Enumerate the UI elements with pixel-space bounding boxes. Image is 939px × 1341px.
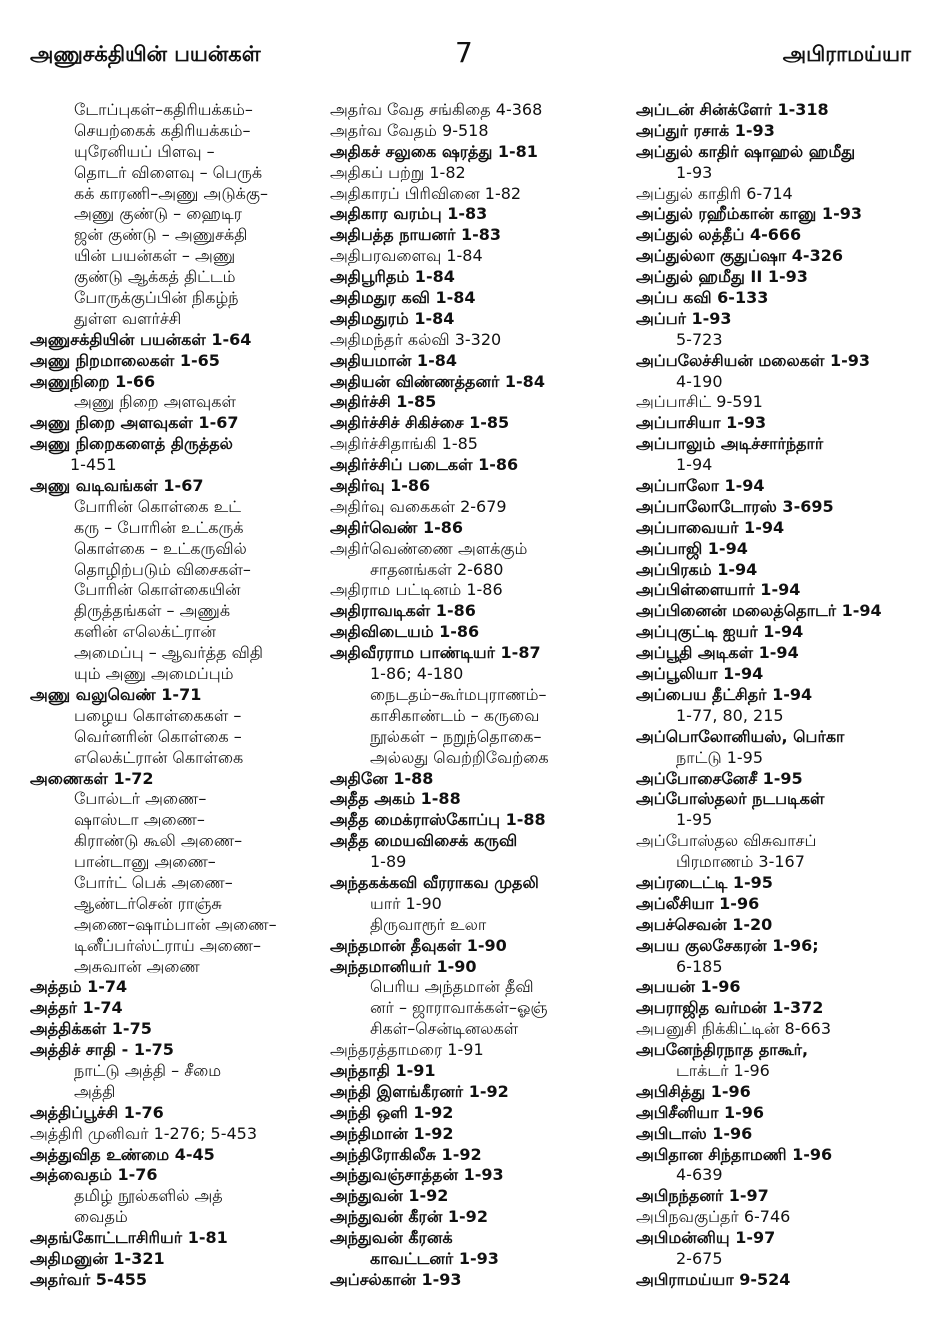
index-entry: அபிசித்து 1-96 [636,1081,751,1101]
index-subentry: ஷாஸ்டா அணை– [74,810,205,830]
index-subentry: அணு நிறை அளவுகள் [74,392,236,412]
index-subentry: டோப்புகள்–கதிரியக்கம்– [74,100,253,119]
index-subentry: கக் காரணி–அணு அடுக்கு– [74,183,268,203]
index-entry: அபிதான சிந்தாமணி 1-96 [636,1144,833,1164]
index-entry: அந்திமான் 1-92 [330,1123,454,1143]
index-entry: அதீத மைக்ராஸ்கோப்பு 1-88 [330,810,546,830]
index-entry: அப்பாஜி 1-94 [636,538,748,558]
page-number: 7 [455,36,473,69]
index-subentry: 6-185 [676,956,723,976]
index-subentry: அமைப்பு – ஆவர்த்த விதி [74,643,263,663]
index-subentry: அசுவான் அணை [74,956,200,976]
index-entry: அப்துல் காதிரி 6-714 [636,183,793,203]
index-entry: அணு நிறைகளைத் திருத்தல் [30,434,233,454]
index-entry: அந்திரோகிலீசு 1-92 [330,1144,482,1164]
index-subentry: அத்தி [74,1081,116,1101]
index-entry: அதிர்வெண்ணை அளக்கும் [330,538,528,558]
index-entry: அதிகாரப் பிரிவினை 1-82 [330,183,522,203]
header-right-title: அபிராமய்யா [782,42,911,66]
index-subentry: குண்டு ஆக்கத் திட்டம் [74,267,236,287]
index-subentry: யார் 1-90 [370,893,442,913]
index-entry: அபராஜித வர்மன் 1-372 [636,998,824,1018]
index-entry: அத்துவித உண்மை 4-45 [30,1144,215,1164]
index-entry: அதிர்ச்சிதாங்கி 1-85 [330,434,478,454]
index-entry: அத்திரி முனிவர் 1-276; 5-453 [30,1123,258,1143]
index-entry: அப்ப கவி 6-133 [636,288,769,308]
index-entry: அப்பாவையர் 1-94 [636,517,785,537]
index-entry: அப்துல் லத்தீப் 4-666 [636,225,802,245]
index-subentry: போரின் கொள்கையின் [74,580,241,600]
index-subentry: வெர்னரின் கொள்கை – [74,726,242,746]
index-subentry: 1-93 [676,162,713,182]
index-entry: அந்தமான் தீவுகள் 1-90 [330,935,507,955]
index-column-3 [636,100,936,1291]
index-subentry: டினீப்பர்ஸ்ட்ராய் அணை– [74,935,262,955]
index-entry: அணு நிறமாலைகள் 1-65 [30,350,220,370]
index-entry: அணு வடிவங்கள் 1-67 [30,476,204,496]
index-entry: அதிர்ச்சிச் சிகிச்சை 1-85 [330,413,510,433]
index-entry: அதிவீரராம பாண்டியர் 1-87 [330,643,541,663]
header-left-title: அணுசக்தியின் பயன்கள் [30,42,261,66]
index-subentry: போர்ட் பெக் அணை– [74,872,233,892]
index-entry: அப்துல் காதிர் ஷாஹல் ஹமீது [636,141,856,161]
index-entry: அந்துவன் கீரனக் [330,1228,453,1248]
index-entry: அப்துல் ஹமீது II 1-93 [636,267,808,287]
index-entry: அப்போஸ்தல விசுவாசப் [636,831,817,851]
index-entry: அப்ரடைட்டி 1-95 [636,872,773,892]
index-entry: அப்பிரகம் 1-94 [636,559,758,579]
index-entry: அந்துவஞ்சாத்தன் 1-93 [330,1165,504,1185]
index-subentry: சாதனங்கள் 2-680 [370,559,504,579]
index-entry: அத்திக்கள் 1-75 [30,1019,152,1039]
index-entry: அப்பாலும் அடிச்சார்ந்தார் [636,434,824,454]
index-entry: அப்பாலோ 1-94 [636,476,765,496]
index-column-2 [330,100,630,1291]
index-entry: அதிகப் பற்று 1-82 [330,162,466,182]
index-entry: அதிராம பட்டினம் 1-86 [330,580,503,600]
index-entry: அதிமதுரம் 1-84 [330,308,455,328]
index-entry: அதியமான் 1-84 [330,350,457,370]
index-subentry: கரு – போரின் உட்கருக் [74,517,244,537]
index-entry: அப்லீசியா 1-96 [636,893,760,913]
index-subentry: நூல்கள் – நறுந்தொகை– [370,726,542,746]
index-entry: அதிமனுன் 1-321 [30,1248,165,1268]
index-entry: அபனுசி நிக்கிட்டின் 8-663 [636,1019,832,1039]
index-subentry: 2-675 [676,1248,723,1268]
index-entry: அதியன் விண்ணத்தனர் 1-84 [330,371,545,391]
index-subentry: 4-190 [676,371,723,391]
index-entry: அதர்வர் 5-455 [30,1269,147,1289]
index-entry: அதிபத்த நாயனர் 1-83 [330,225,502,245]
index-entry: அந்தி ஒளி 1-92 [330,1102,454,1122]
index-entry: அணுசக்தியின் பயன்கள் 1-64 [30,329,252,349]
index-entry: அப்பினைன் மலைத்தொடர் 1-94 [636,601,882,621]
index-subentry: திருத்தங்கள் – அணுக் [74,601,231,621]
index-subentry: அல்லது வெற்றிவேற்கை [370,747,549,767]
index-entry: அதீத மையவிசைக் கருவி [330,831,518,851]
index-entry: அத்திப்பூச்சி 1-76 [30,1102,164,1122]
index-entry: அபிசீனியா 1-96 [636,1102,765,1122]
index-entry: அப்போஸ்தலர் நடபடிகள் [636,789,825,809]
index-entry: அந்தி இளங்கீரனர் 1-92 [330,1081,509,1101]
index-entry: அதர்வ வேதம் 9-518 [330,120,489,140]
index-subentry: யுரேனியப் பிளவு – [74,141,215,161]
index-subentry: நைடதம்–கூர்மபுராணம்– [370,684,547,704]
index-entry: அப்புகுட்டி ஐயர் 1-94 [636,622,804,642]
index-entry: அந்துவன் 1-92 [330,1186,449,1206]
index-entry: அப்துல்லா குதுப்ஷா 4-326 [636,246,843,266]
index-subentry: பழைய கொள்கைகள் – [74,705,242,725]
index-subentry: 5-723 [676,329,723,349]
index-entry: அப்பலேச்சியன் மலைகள் 1-93 [636,350,871,370]
index-subentry: தொழிற்படும் விசைகள்– [74,559,251,579]
index-entry: அதிர்வு 1-86 [330,476,431,496]
index-entry: அபனேந்திரநாத தாகூர், [636,1040,809,1060]
index-entry: அதர்வ வேத சங்கிதை 4-368 [330,100,543,119]
index-subentry: நாட்டு அத்தி – சீமை [74,1060,222,1080]
index-entry: அந்தமானியர் 1-90 [330,956,477,976]
index-subentry: திருவாரூர் உலா [370,914,487,934]
index-subentry: 1-77, 80, 215 [676,705,784,725]
index-subentry: அணு குண்டு – ஹைடிர [74,204,243,224]
index-entry: அதிகார வரம்பு 1-83 [330,204,488,224]
index-entry: அணைகள் 1-72 [30,768,154,788]
index-subentry: போருக்குப்பின் நிகழ்ந் [74,288,239,308]
index-entry: அதங்கோட்டாசிரியர் 1-81 [30,1228,228,1248]
index-entry: அபய குலசேகரன் 1-96; [636,935,819,955]
index-entry: அப்பூதி அடிகள் 1-94 [636,643,799,663]
index-entry: அதிர்ச்சி 1-85 [330,392,437,412]
index-subentry: சிகள்–சென்டினலகள் [370,1019,519,1039]
index-entry: அப்துல் ரஹீம்கான் கானு 1-93 [636,204,862,224]
index-entry: அபிராமய்யா 9-524 [636,1269,791,1289]
index-entry: அணு வலுவெண் 1-71 [30,684,202,704]
index-entry: அபயன் 1-96 [636,977,741,997]
index-subentry: பான்டானு அணை– [74,852,216,872]
index-subentry: 4-639 [676,1165,723,1185]
index-entry: அதிமந்தர் கல்வி 3-320 [330,329,502,349]
index-entry: அப்பொலோனியஸ், பெர்கா [636,726,845,746]
index-subentry: கிராண்டு கூலி அணை– [74,831,243,851]
index-entry: அத்வைதம் 1-76 [30,1165,158,1185]
index-entry: அப்பாசிட் 9-591 [636,392,763,412]
index-entry: அத்திச் சாதி - 1-75 [30,1040,174,1060]
index-entry: அதிர்ச்சிப் படைகள் 1-86 [330,455,519,475]
index-entry: அந்துவன் கீரன் 1-92 [330,1207,488,1227]
index-subentry: பிரமாணம் 3-167 [676,852,805,872]
index-entry: அப்போசைனேசீ 1-95 [636,768,803,788]
index-column-1 [30,100,330,1291]
index-subentry: எலெக்ட்ரான் கொள்கை [74,747,244,767]
index-entry: அப்பர் 1-93 [636,308,732,328]
index-subentry: ஆண்டர்சென் ராஞ்சு [74,893,222,913]
index-subentry: நாட்டு 1-95 [676,747,764,767]
index-entry: அதிர்வெண் 1-86 [330,517,463,537]
index-entry: அப்சல்கான் 1-93 [330,1269,462,1289]
index-entry: அதினே 1-88 [330,768,434,788]
index-entry: அந்தாதி 1-91 [330,1060,436,1080]
index-entry: அதிவிடையம் 1-86 [330,622,480,642]
index-entry: அத்தம் 1-74 [30,977,128,997]
index-subentry: யும் அணு அமைப்பும் [74,664,234,684]
index-entry: அந்தகக்கவி வீரராகவ முதலி [330,872,539,892]
index-subentry: டாக்டர் 1-96 [676,1060,770,1080]
index-subentry: பெரிய அந்தமான் தீவி [370,977,534,997]
index-subentry: னர் – ஜாராவாக்கள்–ஓஞ் [370,998,548,1018]
index-entry: அந்தரத்தாமரை 1-91 [330,1040,484,1060]
index-subentry: போல்டர் அணை– [74,789,207,809]
index-entry: அப்பாசியா 1-93 [636,413,767,433]
index-subentry: 1-86; 4-180 [370,664,464,684]
index-entry: அபிடாஸ் 1-96 [636,1123,753,1143]
index-subentry: யின் பயன்கள் – அணு [74,246,236,266]
index-subentry: வைதம் [74,1207,128,1227]
index-entry: அதிமதுர கவி 1-84 [330,288,476,308]
index-entry: அப்பைய தீட்சிதர் 1-94 [636,684,813,704]
index-entry: அதிர்வு வகைகள் 2-679 [330,496,507,516]
index-entry: அபச்செவன் 1-20 [636,914,773,934]
index-entry: அணுநிறை 1-66 [30,371,156,391]
index-subentry: களின் எலெக்ட்ரான் [74,622,216,642]
index-entry: அதீத அகம் 1-88 [330,789,461,809]
index-entry: அதிபூரிதம் 1-84 [330,267,455,287]
index-subentry: காசிகாண்டம் – கருவை [370,705,540,725]
index-entry: அதிராவடிகள் 1-86 [330,601,476,621]
index-subentry: அணை–ஷாம்பான் அணை– [74,914,277,934]
index-subentry: 1-89 [370,852,407,872]
index-entry: அதிகச் சலுகை ஷரத்து 1-81 [330,141,538,161]
index-subentry: 1-94 [676,455,713,475]
index-subentry: தொடர் விளைவு – பெருக் [74,162,263,182]
index-entry: அதிபரவளைவு 1-84 [330,246,483,266]
index-subentry: காவட்டனர் 1-93 [370,1248,499,1268]
index-subentry: 1-451 [70,455,117,475]
index-entry: அப்துர் ரசாக் 1-93 [636,120,775,140]
index-subentry: 1-95 [676,810,713,830]
index-entry: அபிநவகுப்தர் 6-746 [636,1207,791,1227]
index-entry: அத்தர் 1-74 [30,998,123,1018]
index-entry: அப்பிள்ளையார் 1-94 [636,580,801,600]
index-subentry: தமிழ் நூல்களில் அத் [74,1186,223,1206]
index-subentry: செயற்கைக் கதிரியக்கம்– [74,120,251,140]
index-subentry: ஜன் குண்டு – அணுசக்தி [74,225,248,245]
index-entry: அப்பூலியா 1-94 [636,664,764,684]
index-entry: அப்டன் சின்க்ளேர் 1-318 [636,100,829,119]
index-entry: அபிநந்தனர் 1-97 [636,1186,769,1206]
index-subentry: போரின் கொள்கை உட் [74,496,241,516]
index-subentry: துள்ள வளர்ச்சி [74,308,182,328]
index-entry: அணு நிறை அளவுகள் 1-67 [30,413,239,433]
index-subentry: கொள்கை – உட்கருவில் [74,538,247,558]
page-header [0,36,939,82]
index-entry: அப்பாலோடோரஸ் 3-695 [636,496,834,516]
index-entry: அபிமன்னியு 1-97 [636,1228,776,1248]
